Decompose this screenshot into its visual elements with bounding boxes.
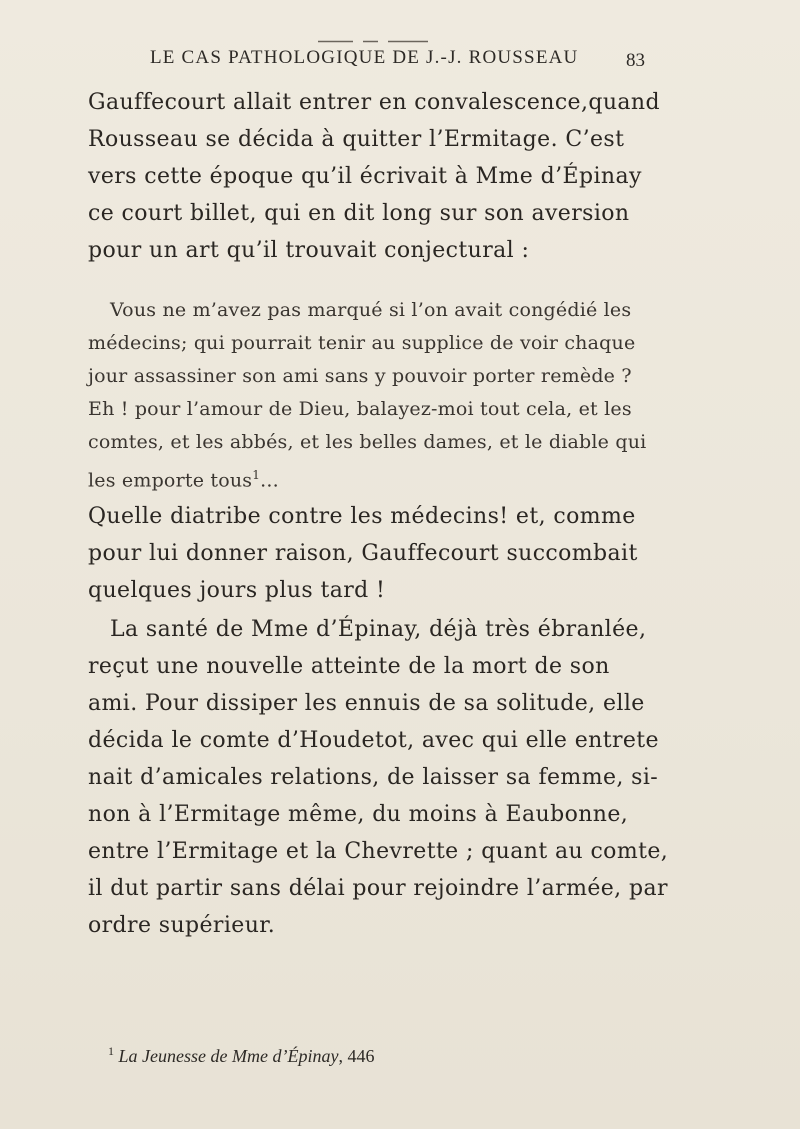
running-header: LE CAS PATHOLOGIQUE DE J.-J. ROUSSEAU	[150, 47, 579, 68]
text-line: nait d’amicales relations, de laisser sa femme, si-	[88, 765, 659, 790]
quote-line: Eh ! pour l’amour de Dieu, balayez-moi tout cela, et les	[88, 398, 632, 420]
text-line: La santé de Mme d’Épinay, déjà très ébranlée,	[110, 617, 647, 642]
page-number: 83	[626, 50, 645, 71]
text-line: reçut une nouvelle atteinte de la mort de son	[88, 654, 610, 679]
quote-line: médecins; qui pourrait tenir au supplice de voir chaque	[88, 332, 636, 354]
footnote-reference: 1	[252, 468, 261, 482]
text-line: décida le comte d’Houdetot, avec qui elle entrete	[88, 728, 659, 753]
text-line: quelques jours plus tard !	[88, 578, 386, 603]
text-line: ce court billet, qui en dit long sur son aversion	[88, 201, 630, 226]
text-line: pour un art qu’il trouvait conjectural :	[88, 238, 530, 263]
text-line: entre l’Ermitage et la Chevrette ; quant au comte,	[88, 839, 669, 864]
paragraph-2	[88, 498, 698, 609]
quote-ellipsis: ...	[260, 469, 279, 492]
text-line: vers cette époque qu’il écrivait à Mme d’Épinay	[88, 164, 642, 189]
footnote	[108, 1044, 374, 1067]
paragraph-1	[88, 84, 698, 269]
text-line: Gauffecourt allait entrer en convalescence,quand	[88, 90, 660, 115]
text-line: Quelle diatribe contre les médecins! et, comme	[88, 504, 636, 529]
quote-line: comtes, et les abbés, et les belles dames, et le diable qui	[88, 431, 647, 453]
quote-line: jour assassiner son ami sans y pouvoir porter remède ?	[88, 365, 632, 387]
quote-line-last	[88, 459, 698, 497]
text-line: non à l’Ermitage même, du moins à Eaubonne,	[88, 802, 629, 827]
footnote-marker: 1	[108, 1044, 114, 1058]
quoted-letter	[88, 294, 698, 497]
text-line: Rousseau se décida à quitter l’Ermitage. C’est	[88, 127, 625, 152]
footnote-title: La Jeunesse de Mme d’Épinay	[118, 1046, 339, 1066]
footnote-page: , 446	[338, 1046, 375, 1066]
paragraph-3	[88, 611, 698, 944]
text-line: pour lui donner raison, Gauffecourt succombait	[88, 541, 638, 566]
quote-text: les emporte tous	[88, 469, 253, 492]
decorative-rule	[318, 40, 428, 43]
text-line: ordre supérieur.	[88, 913, 276, 938]
text-line: il dut partir sans délai pour rejoindre l’armée, par	[88, 876, 668, 901]
text-line: ami. Pour dissiper les ennuis de sa solitude, elle	[88, 691, 645, 716]
quote-line: Vous ne m’avez pas marqué si l’on avait congédié les	[110, 299, 632, 321]
